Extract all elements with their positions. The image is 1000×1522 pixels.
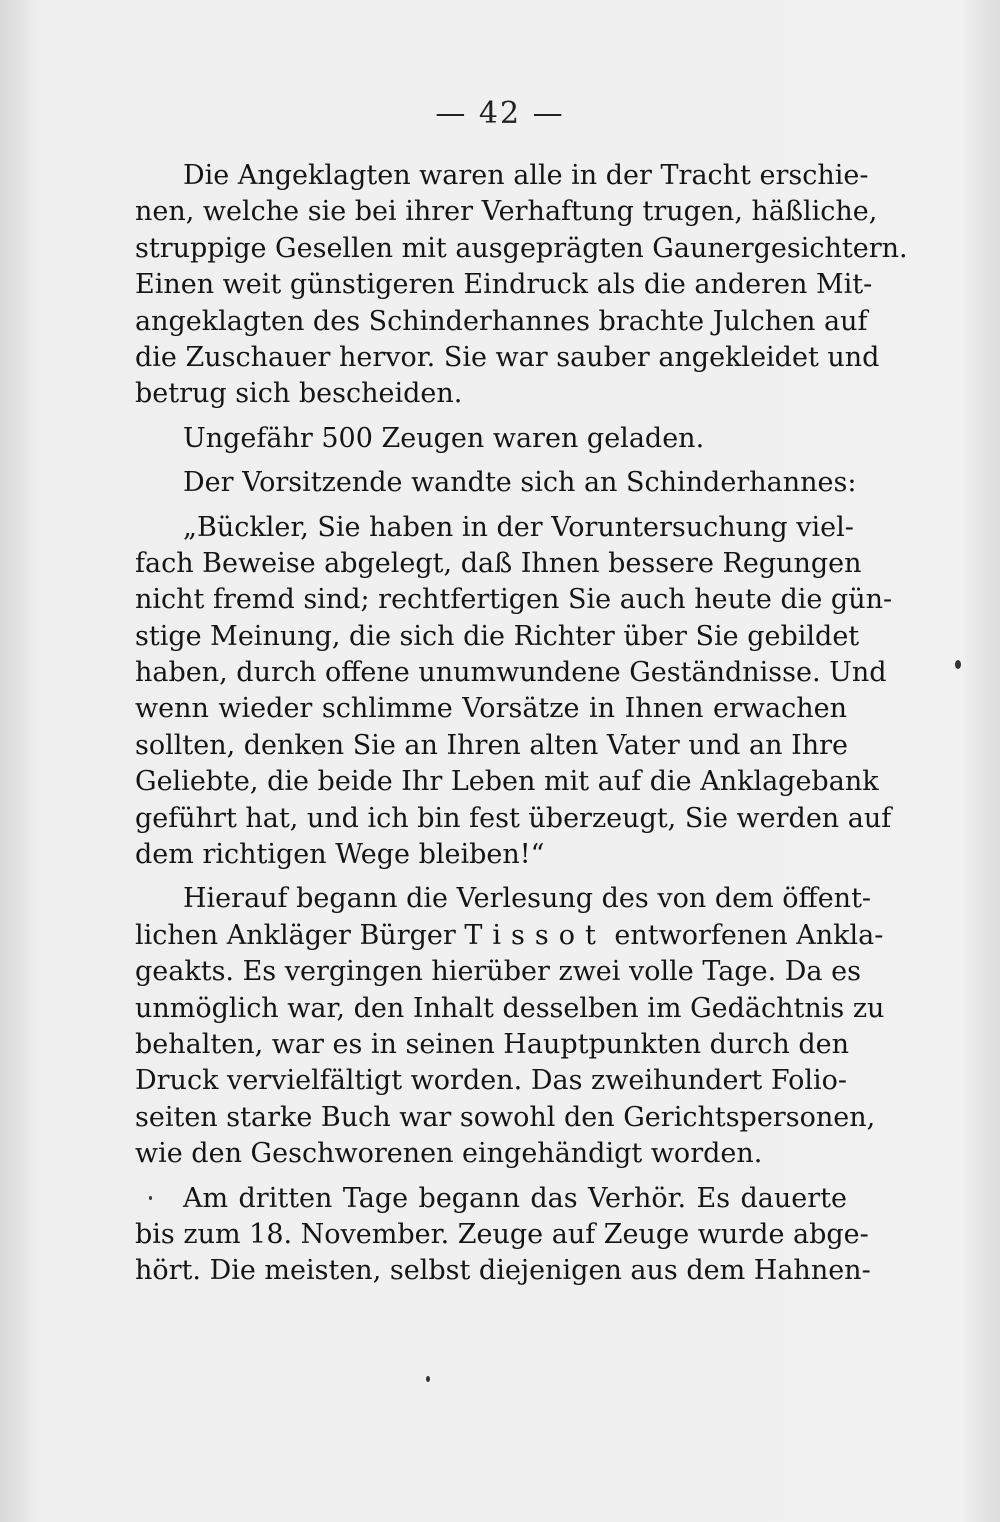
- text-line: unmöglich war, den Inhalt desselben im Gedächtnis zu: [135, 992, 885, 1024]
- text-line: die Zuschauer hervor. Sie war sauber angekleidet und: [135, 341, 880, 373]
- text-line: wie den Geschworenen eingehändigt worden.: [135, 1138, 763, 1170]
- paragraph: [135, 881, 885, 1172]
- person-name: Tissot: [464, 919, 606, 951]
- text-line: [135, 918, 884, 954]
- text-line: hört. Die meisten, selbst diejenigen aus dem Hahnen-: [135, 1255, 871, 1287]
- paragraph: [135, 465, 857, 501]
- text-line: stige Meinung, die sich die Richter über Sie gebildet: [135, 620, 860, 652]
- page-number: — 42 —: [435, 96, 565, 131]
- text-line: seiten starke Buch war sowohl den Gerichtspersonen,: [135, 1101, 876, 1133]
- print-speck: [426, 1376, 430, 1382]
- text-line: dem richtigen Wege bleiben!“: [135, 839, 545, 871]
- text-line: behalten, war es in seinen Hauptpunkten durch den: [135, 1028, 850, 1060]
- text-line: Geliebte, die beide Ihr Leben mit auf die Anklagebank: [135, 766, 879, 798]
- text-line: „Bückler, Sie haben in der Voruntersuchung viel-: [183, 511, 854, 543]
- text-segment: lichen Ankläger Bürger: [135, 919, 465, 951]
- paragraph: [135, 158, 908, 413]
- text-line: angeklagten des Schinderhannes brachte Julchen auf: [135, 305, 868, 337]
- text-line: nen, welche sie bei ihrer Verhaftung trugen, häßliche,: [135, 196, 878, 228]
- text-line: betrug sich bescheiden.: [135, 378, 463, 410]
- text-line: Hierauf begann die Verlesung des von dem öffent-: [183, 883, 872, 915]
- text-segment: entworfenen Ankla-: [605, 919, 884, 951]
- text-line: sollten, denken Sie an Ihren alten Vater und an Ihre: [135, 729, 849, 761]
- text-line: Der Vorsitzende wandte sich an Schinderhannes:: [183, 467, 857, 499]
- text-line: haben, durch offene unumwundene Geständnisse. Und: [135, 657, 887, 689]
- body-text: [135, 158, 908, 1290]
- print-speck: [955, 660, 961, 669]
- text-line: wenn wieder schlimme Vorsätze in Ihnen erwachen: [135, 693, 847, 725]
- text-line: fach Beweise abgelegt, daß Ihnen bessere Regungen: [135, 547, 862, 579]
- text-line: Ungefähr 500 Zeugen waren geladen.: [183, 422, 705, 454]
- paragraph: [135, 421, 847, 457]
- text-line: nicht fremd sind; rechtfertigen Sie auch heute die gün-: [135, 584, 893, 616]
- paragraph: [135, 1181, 871, 1290]
- text-line: Druck vervielfältigt worden. Das zweihundert Folio-: [135, 1065, 847, 1097]
- print-speck: [149, 1196, 152, 1200]
- text-line: bis zum 18. November. Zeuge auf Zeuge wurde abge-: [135, 1218, 869, 1250]
- text-line: geführt hat, und ich bin fest überzeugt, Sie werden auf: [135, 802, 892, 834]
- text-line: struppige Gesellen mit ausgeprägten Gaunergesichtern.: [135, 232, 908, 264]
- text-line: Die Angeklagten waren alle in der Tracht erschie-: [183, 160, 869, 191]
- text-line: geakts. Es vergingen hierüber zwei volle Tage. Da es: [135, 956, 861, 988]
- text-line: Am dritten Tage begann das Verhör. Es dauerte: [183, 1182, 847, 1214]
- paragraph-quote: [135, 510, 893, 874]
- text-line: Einen weit günstigeren Eindruck als die anderen Mit-: [135, 269, 873, 301]
